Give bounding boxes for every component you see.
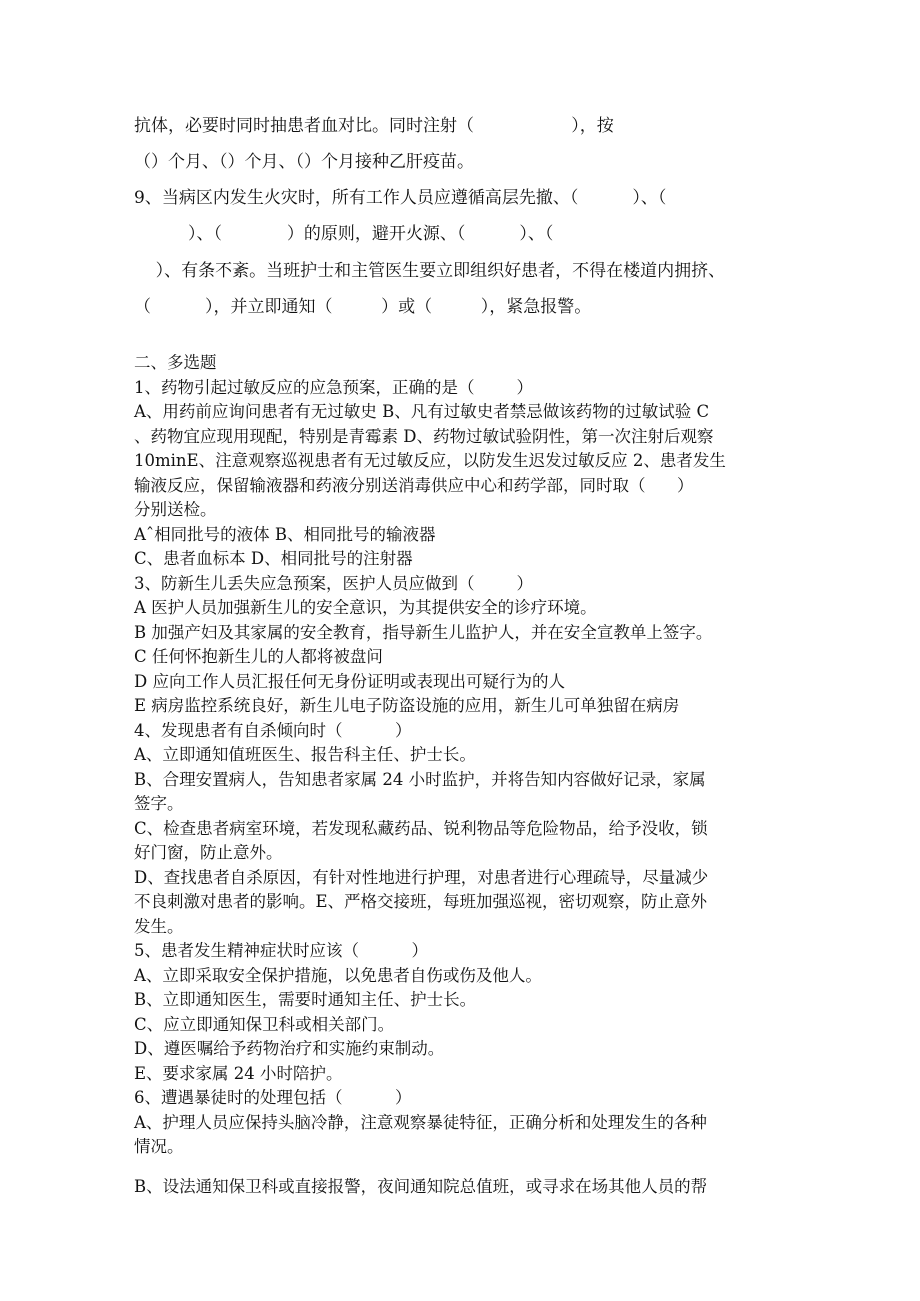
option-line: E、要求家属 24 小时陪护。 — [134, 1064, 343, 1083]
option-line: C 任何怀抱新生儿的人都将被盘问 — [134, 647, 383, 666]
fill-blank-line: （）个月、（）个月、（）个月接种乙肝疫苗。 — [134, 152, 474, 172]
option-line: D、遵医嘱给予药物治疗和实施约束制动。 — [134, 1039, 445, 1058]
fill-blank-line: 抗体，必要时同时抽患者血对比。同时注射（ ），按 — [134, 116, 614, 136]
option-line: A、立即通知值班医生、报告科主任、护士长。 — [134, 745, 476, 764]
question-line: 输液反应，保留输液器和药液分别送消毒供应中心和药学部，同时取（ ） — [134, 476, 694, 495]
option-line: A、立即采取安全保护措施，以免患者自伤或伤及他人。 — [134, 966, 542, 985]
fill-blank-line: ）、有条不紊。当班护士和主管医生要立即组织好患者，不得在楼道内拥挤、 — [134, 261, 726, 281]
option-line: A、用药前应询问患者有无过敏史 B、凡有过敏史者禁忌做该药物的过敏试验 C — [134, 402, 710, 421]
option-line: 、药物宜应现用现配，特别是青霉素 D、药物过敏试验阴性，第一次注射后观察 — [134, 427, 714, 446]
option-line: B、立即通知医生，需要时通知主任、护士长。 — [134, 990, 477, 1009]
option-line: Aˆ相同批号的液体 B、相同批号的输液器 — [134, 525, 436, 544]
option-line: 不良刺激对患者的影响。E、严格交接班，每班加强巡视，密切观察，防止意外 — [134, 892, 708, 911]
option-line: 好门窗，防止意外。 — [134, 843, 283, 862]
fill-blank-line: ）、（ ）的原则，避开火源、（ ）、（ — [134, 224, 554, 244]
section-heading: 二、多选题 — [134, 353, 217, 372]
option-line: D 应向工作人员汇报任何无身份证明或表现出可疑行为的人 — [134, 672, 565, 691]
option-line: C、应立即通知保卫科或相关部门。 — [134, 1015, 395, 1034]
question-line: 3、防新生儿丢失应急预案，医护人员应做到（ ） — [134, 574, 533, 593]
question-line: 分别送检。 — [134, 500, 217, 519]
option-line: C、患者血标本 D、相同批号的注射器 — [134, 549, 413, 568]
question-line: 5、患者发生精神症状时应该（ ） — [134, 941, 428, 960]
option-line: B 加强产妇及其家属的安全教育，指导新生儿监护人，并在安全宣教单上签字。 — [134, 623, 713, 642]
question-line: 1、药物引起过敏反应的应急预案，正确的是（ ） — [134, 378, 533, 397]
option-line: B、设法通知保卫科或直接报警，夜间通知院总值班，或寻求在场其他人员的帮 — [134, 1177, 708, 1196]
option-line: E 病房监控系统良好，新生儿电子防盗设施的应用，新生儿可单独留在病房 — [134, 696, 680, 715]
option-line: D、查找患者自杀原因，有针对性地进行护理，对患者进行心理疏导，尽量减少 — [134, 868, 709, 887]
option-line: C、检查患者病室环境，若发现私藏药品、锐利物品等危险物品，给予没收，锁 — [134, 819, 708, 838]
option-line: A、护理人员应保持头脑冷静，注意观察暴徒特征，正确分析和处理发生的各种 — [134, 1113, 707, 1132]
fill-blank-line: 9、当病区内发生火灾时，所有工作人员应遵循高层先撤、（ ）、（ — [134, 188, 667, 208]
option-line: B、合理安置病人，告知患者家属 24 小时监护，并将告知内容做好记录，家属 — [134, 770, 706, 789]
option-line: 10minE、注意观察巡视患者有无过敏反应，以防发生迟发过敏反应 2、患者发生 — [134, 451, 726, 470]
option-line: 签字。 — [134, 794, 184, 813]
question-line: 6、遭遇暴徒时的处理包括（ ） — [134, 1088, 412, 1107]
question-line: 4、发现患者有自杀倾向时（ ） — [134, 721, 412, 740]
option-line: A 医护人员加强新生儿的安全意识，为其提供安全的诊疗环境。 — [134, 598, 597, 617]
option-line: 发生。 — [134, 917, 184, 936]
fill-blank-line: （ ），并立即通知（ ）或（ ），紧急报警。 — [134, 297, 592, 317]
option-line: 情况。 — [134, 1137, 184, 1156]
